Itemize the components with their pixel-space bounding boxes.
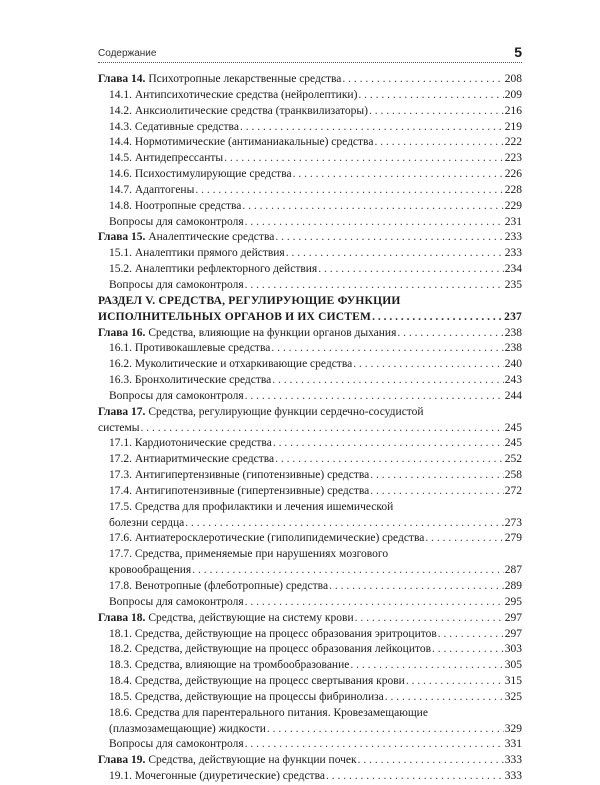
toc-entry-text: Вопросы для самоконтроля: [109, 389, 244, 402]
dot-leader: [370, 468, 504, 484]
toc-entry-title: [109, 262, 317, 278]
toc-entry-text: РАЗДЕЛ V. СРЕДСТВА, РЕГУЛИРУЮЩИЕ ФУНКЦИИ: [98, 294, 401, 307]
toc-entry: [98, 88, 522, 104]
toc-page-number: 325: [504, 690, 522, 703]
toc-entry: [98, 104, 522, 120]
toc-entry-text: 17.1. Кардиотонические средства: [109, 437, 272, 450]
toc-entry-text: Средства, действующие на функции почек: [145, 754, 357, 767]
toc-entry-title: [109, 215, 244, 231]
toc-page-number: 303: [504, 643, 522, 656]
toc-entry-text: 14.1. Антипсихотические средства (нейролептики): [109, 88, 358, 101]
dot-leader: [293, 167, 504, 183]
toc-entry-text: 17.8. Венотропные (флеботропные) средства: [109, 580, 329, 592]
toc-entry: [98, 436, 522, 452]
toc-entry-title: [109, 167, 292, 183]
toc-page-number: 297: [504, 627, 522, 640]
toc-entry-text: Аналептические средства: [145, 231, 275, 244]
toc-page-number: 219: [504, 120, 522, 133]
toc-entry-title: [109, 500, 393, 516]
toc-entry-title: [109, 516, 184, 532]
toc-entry-title: [109, 278, 244, 294]
dot-leader: [358, 753, 504, 769]
toc-entry: [98, 690, 522, 706]
dot-leader: [374, 135, 503, 151]
toc-entry-title: [109, 563, 191, 579]
toc-chapter-entry: [98, 753, 522, 769]
toc-entry-title: [109, 547, 388, 563]
toc-entry-title: [109, 104, 368, 120]
toc-chapter-number: Глава 19.: [98, 754, 146, 767]
dot-leader: [245, 278, 504, 294]
toc-entry-text: болезни сердца: [109, 516, 185, 529]
toc-page-number: 245: [504, 437, 522, 450]
toc-entry-text: 14.2. Анксиолитические средства (транквилизаторы): [109, 104, 368, 117]
toc-entry-text: 18.3. Средства, влияющие на тромбообразование: [109, 659, 350, 672]
toc-entry-text: системы: [98, 421, 140, 434]
toc-entry: [98, 658, 522, 674]
dot-leader: [240, 120, 504, 136]
dot-leader: [370, 484, 504, 500]
toc-page-number: 244: [504, 389, 522, 402]
dot-leader: [271, 341, 503, 357]
toc-entry-text: 17.2. Антиаритмические средства: [109, 453, 275, 466]
dot-leader: [355, 611, 504, 627]
toc-chapter-number: Глава 17.: [98, 405, 146, 418]
dot-leader: [195, 183, 503, 199]
toc-page-number: 243: [504, 374, 522, 387]
dot-leader: [273, 436, 504, 452]
toc-entry-text: 17.7. Средства, применяемые при нарушениях мозгового: [109, 548, 389, 561]
toc-page-number: 233: [504, 231, 522, 244]
toc-page-number: 235: [504, 278, 522, 291]
toc-page-number: 216: [504, 104, 522, 117]
toc-entry-title: [109, 658, 349, 674]
toc-entry-text: Вопросы для самоконтроля: [109, 215, 244, 228]
toc-entry-title: [109, 357, 352, 373]
toc-page-number: 208: [504, 73, 522, 85]
toc-entry: [98, 421, 522, 437]
toc-entry-text: кровообращения: [109, 564, 192, 577]
toc-entry-title: [109, 579, 328, 595]
toc-entry-title: [109, 88, 357, 104]
toc-entry-text: 16.3. Бронхолитические средства: [109, 374, 272, 387]
toc-page-number: 295: [504, 595, 522, 608]
toc-entry-title: [109, 151, 223, 167]
toc-entry: [98, 120, 522, 136]
toc-chapter-entry: [98, 326, 522, 342]
toc-page-number: 234: [504, 263, 522, 276]
toc-entry-title: [98, 753, 357, 769]
toc-page-number: 272: [504, 484, 522, 497]
toc-entry: [98, 389, 522, 405]
dot-leader: [385, 690, 504, 706]
toc-entry: [98, 151, 522, 167]
toc-entry: [98, 547, 522, 563]
dot-leader: [397, 326, 503, 342]
toc-entry-title: [109, 690, 384, 706]
toc-page-number: 238: [504, 326, 522, 339]
toc-entry-title: [109, 706, 428, 722]
toc-entry-text: 15.1. Аналептики прямого действия: [109, 247, 285, 260]
dot-leader: [141, 421, 504, 437]
toc-chapter-number: Глава 18.: [98, 611, 146, 624]
toc-entry-title: [109, 595, 244, 611]
toc-entry-title: [109, 199, 241, 215]
toc-entry: [98, 183, 522, 199]
toc-entry-text: 17.6. Антиатеросклеротические (гиполипидемические) средства: [109, 532, 425, 545]
toc-entry-text: (плазмозамещающие) жидкости: [109, 722, 266, 735]
toc-entry: [98, 135, 522, 151]
toc-chapter-number: Глава 15.: [98, 231, 146, 244]
toc-page-number: 209: [504, 88, 522, 101]
toc-page-number: 233: [504, 247, 522, 260]
toc-page-number: 287: [504, 564, 522, 577]
toc-entry: [98, 262, 522, 278]
toc-chapter-entry: [98, 72, 522, 88]
toc-chapter-number: Глава 14.: [98, 73, 146, 85]
dot-leader: [329, 579, 504, 595]
dot-leader: [245, 737, 504, 753]
toc-entry: [98, 674, 522, 690]
dot-leader: [432, 642, 504, 658]
toc-entry: [98, 737, 522, 753]
toc-entry-text: 17.3. Антигипертензивные (гипотензивные) средства: [109, 469, 370, 482]
dot-leader: [245, 215, 504, 231]
toc-entry-title: [98, 310, 371, 326]
dot-leader: [267, 722, 504, 738]
toc-entry-text: Средства, влияющие на функции органов дыхания: [145, 326, 397, 339]
toc-entry-title: [109, 389, 244, 405]
dot-leader: [406, 674, 504, 690]
dot-leader: [275, 452, 504, 468]
toc-page-number: 226: [504, 168, 522, 181]
toc-page-number: 333: [504, 754, 522, 767]
toc-page-number: 333: [504, 770, 522, 783]
toc-page-number: 222: [504, 136, 522, 149]
toc-entry-text: 18.4. Средства, действующие на процесс свертывания крови: [109, 675, 405, 688]
dot-leader: [245, 389, 504, 405]
toc-entry-text: Средства, регулирующие функции сердечно-сосудистой: [145, 405, 424, 418]
toc-entry: [98, 706, 522, 722]
toc-page-number: 237: [504, 310, 522, 323]
toc-entry-text: 16.1. Противокашлевые средства: [109, 342, 271, 355]
toc-entry-title: [109, 120, 239, 136]
toc-entry-text: 18.2. Средства, действующие на процесс образования лейкоцитов: [109, 643, 432, 656]
toc-entry-text: 17.4. Антигипотензивные (гипертензивные) средства: [109, 484, 370, 497]
toc-entry-title: [109, 436, 272, 452]
toc-entry-title: [109, 452, 274, 468]
toc-entry-title: [109, 642, 431, 658]
toc-entry-text: 14.6. Психостимулирующие средства: [109, 168, 292, 181]
toc-entry: [98, 516, 522, 532]
toc-entry-title: [109, 722, 266, 738]
toc-entry: [98, 579, 522, 595]
toc-entry-text: 18.6. Средства для парентерального питания. Кровезамещающие: [109, 706, 428, 719]
toc-entry: [98, 278, 522, 294]
dot-leader: [286, 246, 504, 262]
dot-leader: [192, 563, 504, 579]
toc-chapter-number: Глава 16.: [98, 326, 146, 339]
dot-leader: [242, 199, 503, 215]
toc-page-number: 252: [504, 453, 522, 466]
toc-entry-text: 19.1. Мочегонные (диуретические) средства: [109, 770, 325, 783]
toc-entry-title: [109, 183, 194, 199]
toc-chapter-entry: [98, 405, 522, 421]
toc-entry: [98, 627, 522, 643]
toc-chapter-entry: [98, 611, 522, 627]
toc-entry-title: [109, 769, 325, 785]
toc-entry-text: 14.4. Нормотимические (антиманиакальные) средства: [109, 136, 374, 149]
toc-page-number: 289: [504, 580, 522, 592]
toc-entry-text: 18.5. Средства, действующие на процессы фибринолиза: [109, 690, 384, 703]
toc-entry-text: 14.8. Ноотропные средства: [109, 199, 242, 212]
dot-leader: [326, 769, 504, 785]
toc-entry-title: [98, 421, 140, 437]
toc-page-number: 238: [504, 342, 522, 355]
toc-entry-text: Вопросы для самоконтроля: [109, 738, 244, 751]
toc-entry-title: [109, 737, 244, 753]
toc-entry: [98, 452, 522, 468]
toc-entry: [98, 246, 522, 262]
toc-entry-text: Вопросы для самоконтроля: [109, 595, 244, 608]
dot-leader: [272, 373, 503, 389]
dot-leader: [245, 595, 504, 611]
toc-entry: [98, 167, 522, 183]
toc-entry: [98, 484, 522, 500]
toc-page-number: 315: [504, 675, 522, 688]
toc-entry: [98, 595, 522, 611]
running-header-title: Содержание: [98, 48, 157, 59]
toc-entry-title: [109, 341, 270, 357]
toc-entry-text: 16.2. Муколитические и отхаркивающие средства: [109, 358, 353, 371]
toc-entry-title: [109, 531, 424, 547]
toc-entry-title: [98, 230, 274, 246]
toc-entry-title: [109, 627, 437, 643]
toc-entry: [98, 500, 522, 516]
toc-entry-text: ИСПОЛНИТЕЛЬНЫХ ОРГАНОВ И ИХ СИСТЕМ: [98, 310, 372, 323]
toc-entry: [98, 341, 522, 357]
toc-entry-title: [109, 468, 369, 484]
toc-page-number: 231: [504, 215, 522, 228]
toc-entry-title: [98, 611, 354, 627]
toc-entry-title: [98, 405, 424, 421]
toc-entry: [98, 563, 522, 579]
table-of-contents: [98, 72, 522, 785]
toc-entry-title: [109, 373, 271, 389]
running-header: [98, 40, 522, 63]
toc-entry-text: 15.2. Аналептики рефлекторного действия: [109, 263, 318, 276]
dot-leader: [438, 627, 504, 643]
toc-page-number: 229: [504, 199, 522, 212]
toc-entry: [98, 199, 522, 215]
toc-page-number: 279: [504, 532, 522, 545]
toc-entry-title: [98, 326, 396, 342]
dot-leader: [369, 104, 504, 120]
dot-leader: [318, 262, 504, 278]
toc-entry: [98, 468, 522, 484]
toc-entry-text: 14.3. Седативные средства: [109, 120, 239, 133]
toc-entry-text: Вопросы для самоконтроля: [109, 278, 244, 291]
page-number: 5: [514, 44, 522, 60]
toc-section-heading: [98, 310, 522, 326]
toc-entry-title: [98, 294, 401, 310]
toc-entry-text: 18.1. Средства, действующие на процесс образования эритроцитов: [109, 627, 437, 640]
dot-leader: [372, 310, 503, 326]
toc-entry-text: 14.7. Адаптогены: [109, 183, 195, 196]
toc-entry: [98, 722, 522, 738]
toc-page-number: 240: [504, 358, 522, 371]
toc-entry-title: [109, 674, 405, 690]
dot-leader: [425, 531, 503, 547]
toc-entry: [98, 531, 522, 547]
dot-leader: [350, 658, 503, 674]
toc-entry-text: 14.5. Антидепрессанты: [109, 152, 224, 165]
toc-entry: [98, 373, 522, 389]
toc-entry-text: Психотропные лекарственные средства: [145, 73, 342, 85]
toc-entry-title: [109, 135, 373, 151]
dot-leader: [275, 230, 503, 246]
dot-leader: [353, 357, 504, 373]
toc-section-heading: [98, 294, 522, 310]
dot-leader: [358, 88, 503, 104]
toc-entry: [98, 769, 522, 785]
toc-entry-text: Средства, действующие на систему крови: [145, 611, 354, 624]
toc-page-number: 329: [504, 722, 522, 735]
dot-leader: [224, 151, 504, 167]
toc-page-number: 258: [504, 469, 522, 482]
toc-page-number: 245: [504, 421, 522, 434]
toc-entry-text: 17.5. Средства для профилактики и лечения ишемической: [109, 500, 394, 513]
dot-leader: [342, 72, 503, 88]
toc-page-number: 305: [504, 659, 522, 672]
toc-entry-title: [98, 72, 341, 88]
toc-entry: [98, 357, 522, 373]
toc-page-number: 228: [504, 183, 522, 196]
toc-page-number: 297: [504, 611, 522, 624]
toc-entry-title: [109, 246, 285, 262]
toc-page-number: 273: [504, 516, 522, 529]
toc-page-number: 331: [504, 738, 522, 751]
toc-chapter-entry: [98, 230, 522, 246]
toc-entry: [98, 642, 522, 658]
dot-leader: [185, 516, 504, 532]
toc-entry: [98, 215, 522, 231]
toc-entry-title: [109, 484, 369, 500]
toc-page-number: 223: [504, 152, 522, 165]
